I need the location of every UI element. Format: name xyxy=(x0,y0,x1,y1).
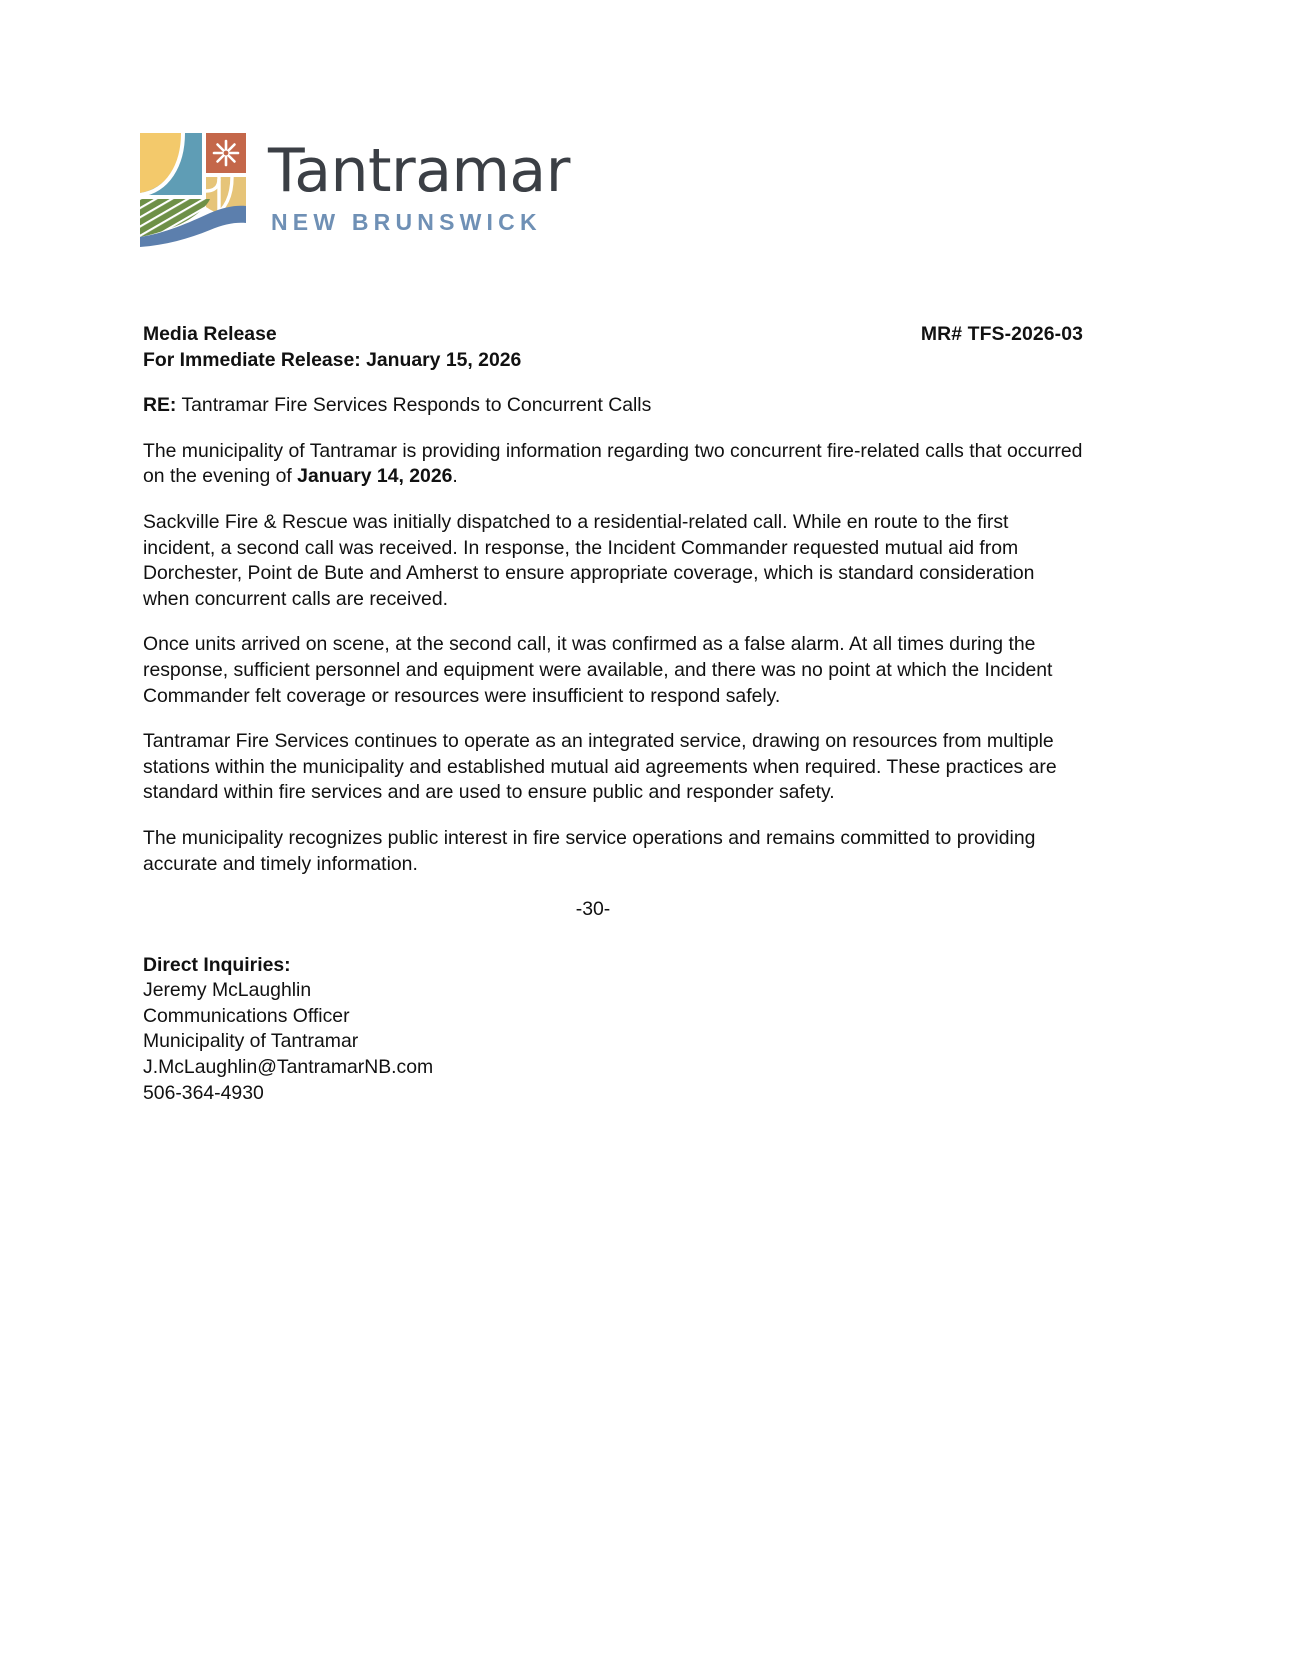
contact-block xyxy=(143,953,1083,1107)
paragraph-1-post: . xyxy=(452,465,458,488)
tantramar-logo xyxy=(140,133,570,253)
tantramar-crest-icon xyxy=(140,133,246,253)
contact-phone[interactable]: 506-364-4930 xyxy=(143,1081,264,1104)
end-mark: -30- xyxy=(575,898,611,921)
subject-label: RE: xyxy=(143,394,177,417)
immediate-release-line: For Immediate Release: January 15, 2026 xyxy=(143,348,522,371)
logo-wordmark xyxy=(268,133,570,235)
contact-organization: Municipality of Tantramar xyxy=(143,1030,359,1053)
contact-heading: Direct Inquiries: xyxy=(143,953,291,976)
paragraph-1 xyxy=(143,439,1083,490)
contact-name: Jeremy McLaughlin xyxy=(143,979,312,1002)
subject-text: Tantramar Fire Services Responds to Concurrent Calls xyxy=(181,394,652,417)
logo-title: Tantramar xyxy=(268,136,570,206)
media-release-label: Media Release xyxy=(143,323,277,345)
paragraph-2: Sackville Fire & Rescue was initially dispatched to a residential-related call. While en route to the first incident, a second call was received. In response, the Incident Commander requested mutual aid from Dorchester, Point de Bute and Amherst to ensure appropriate coverage, which is standard consideration when concurrent calls are received. xyxy=(143,510,1035,610)
contact-email[interactable]: J.McLaughlin@TantramarNB.com xyxy=(143,1056,434,1079)
subject-line xyxy=(143,393,1083,419)
release-header-row xyxy=(143,322,1083,348)
paragraph-4: Tantramar Fire Services continues to operate as an integrated service, drawing on resources from multiple stations within the municipality and established mutual aid agreements when required. These practices are standard within fire services and are used to ensure public and responder safety. xyxy=(143,730,1057,804)
paragraph-5: The municipality recognizes public interest in fire service operations and remains committed to providing accurate and timely information. xyxy=(143,826,1036,875)
media-release-body xyxy=(143,322,1083,1106)
logo-subtitle: NEW BRUNSWICK xyxy=(271,209,542,235)
mr-number: MR# TFS-2026-03 xyxy=(920,323,1083,345)
paragraph-1-date: January 14, 2026 xyxy=(297,465,453,488)
paragraph-3: Once units arrived on scene, at the second call, it was confirmed as a false alarm. At all times during the response, sufficient personnel and equipment were available, and there was no point at which the Incident Commander felt coverage or resources were insufficient to respond safely. xyxy=(143,633,1053,707)
contact-title: Communications Officer xyxy=(143,1004,350,1027)
spacer xyxy=(143,373,1083,393)
paragraph-1-pre: The municipality of Tantramar is providing information regarding two concurrent fire-related calls that occurred on the evening of xyxy=(143,439,1083,488)
